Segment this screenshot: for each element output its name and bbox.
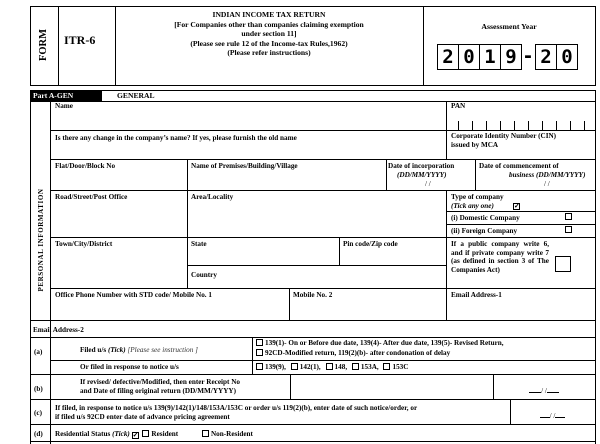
pan-label: PAN — [451, 102, 466, 110]
personal-information-label: PERSONAL INFORMATION — [37, 188, 45, 292]
header-border-right — [595, 6, 596, 86]
cin-column-border — [446, 130, 447, 159]
form-subtitle-2: under section 11] — [241, 29, 297, 38]
type-label: Type of company — [451, 193, 504, 201]
row-4-bottom — [50, 237, 595, 238]
resident-checkbox[interactable] — [142, 430, 149, 437]
foreign-company-label: (ii) Foreign Company — [451, 227, 518, 235]
filing-a-text: Filed u/s — [80, 346, 107, 354]
filing-b-text-1: If revised/ defective/Modified, then enter Receipt No — [80, 378, 241, 386]
cin-label-2: issued by MCA — [451, 141, 499, 149]
filing-a-options-border — [252, 337, 253, 360]
row-6-bottom — [30, 320, 595, 321]
filing-a-options-row2 — [256, 349, 450, 358]
doi-label: Date of incorporation — [388, 162, 455, 170]
country-row-top — [187, 265, 446, 266]
residential-tick-hint: (Tick) — [112, 430, 130, 438]
pin-label: Pin code/Zip code — [343, 240, 398, 248]
part-border-top — [30, 90, 595, 91]
filing-a-tick: (Tick) — [107, 346, 126, 354]
filing-c-label: (c) — [34, 409, 42, 417]
doi-column-border — [386, 159, 387, 190]
resident-label: Resident — [151, 430, 179, 438]
filing-d-row — [55, 430, 253, 439]
year-dash: - — [522, 45, 534, 67]
filing-a-label: (a) — [34, 348, 43, 356]
filing-a-hint: [Please see instruction ] — [127, 346, 198, 354]
filing-b-date-input[interactable] — [493, 387, 595, 396]
phone-label: Office Phone Number with STD code/ Mobile No. 1 — [55, 291, 212, 299]
foreign-company-checkbox[interactable] — [565, 226, 572, 233]
flat-label: Flat/Door/Block No — [55, 162, 116, 170]
row-3-bottom — [50, 190, 595, 191]
filing-a-text-wrap — [80, 346, 198, 355]
notice-142-1-checkbox[interactable] — [291, 363, 298, 370]
type-tick-hint: (Tick any one) — [451, 202, 494, 210]
area-label: Area/Locality — [191, 193, 234, 201]
row-1-bottom — [50, 130, 595, 131]
filing-d-label: (d) — [34, 430, 43, 438]
pan-input[interactable] — [446, 113, 595, 130]
header-divider-3 — [423, 6, 424, 86]
filing-c-text-2: if filed u/s 92CD enter date of advance pricing agreement — [55, 413, 230, 421]
notice-139-9-label: 139(9), — [265, 363, 286, 371]
state-label: State — [191, 240, 207, 248]
cin-label-1: Corporate Identity Number (CIN) — [451, 132, 557, 140]
email1-column-border — [446, 288, 447, 320]
notice-153c-checkbox[interactable] — [383, 363, 390, 370]
mobile2-label: Mobile No. 2 — [293, 291, 333, 299]
filing-b-date-text: / / — [541, 387, 547, 395]
part-title: GENERAL — [117, 91, 155, 100]
non-resident-label: Non-Resident — [210, 430, 253, 438]
doc-column-border — [475, 159, 476, 190]
row-7-bottom — [30, 337, 595, 338]
year-digit: 0 — [458, 44, 480, 70]
form-label: FORM — [38, 28, 49, 62]
row-2-bottom — [50, 159, 595, 160]
part-label: Part A-GEN — [33, 91, 74, 100]
doi-format: (DD/MM/YYYY) — [397, 171, 447, 179]
filing-b-text-2: and Date of filing original return (DD/MM/YYYY) — [80, 387, 236, 395]
form-name: ITR-6 — [64, 33, 96, 47]
doi-input[interactable]: / / — [425, 180, 431, 188]
notice-148-label: 148, — [334, 363, 348, 371]
filing-c-date-input[interactable] — [510, 412, 595, 421]
residential-tick-checkbox — [132, 432, 139, 439]
doc-label: Date of commencement of — [479, 162, 559, 170]
filing-c-text-1: If filed, in response to notice u/s 139(9)/142(1)/148/153A/153C or order u/s 119(2)(b), enter date of such notice/order, or — [55, 404, 418, 412]
pin-column-border — [339, 237, 340, 265]
row-5-bottom — [50, 288, 595, 289]
change-name-label: Is there any change in the company’s name? If yes, please furnish the old name — [55, 134, 297, 142]
notice-options — [256, 363, 408, 372]
header-divider-1 — [58, 6, 59, 86]
premises-column-border — [187, 159, 188, 190]
form-title: INDIAN INCOME TAX RETURN — [212, 10, 326, 19]
filing-a-options-row1-text: 139(1)- On or Before due date, 139(4)- After due date, 139(5)- Revised Return, — [265, 339, 504, 347]
type-column-border — [446, 190, 447, 237]
premises-label: Name of Premises/Building/Village — [191, 162, 298, 170]
doc-format: business (DD/MM/YYYY) — [509, 171, 586, 179]
type-tick-checkbox — [513, 203, 520, 210]
area-column-border — [187, 190, 188, 237]
road-label: Road/Street/Post Office — [55, 193, 128, 201]
mobile2-column-border — [289, 288, 290, 320]
year-digit: 0 — [556, 44, 578, 70]
notice-153a-label: 153A, — [360, 363, 379, 371]
company-type-code-box[interactable] — [555, 256, 571, 272]
filing-a-options-row1 — [256, 339, 504, 348]
side-column-border — [50, 101, 51, 338]
domestic-company-checkbox[interactable] — [565, 213, 572, 220]
year-digit: 2 — [535, 44, 557, 70]
header-border-bottom — [30, 85, 595, 86]
form-subtitle-4: (Please refer instructions) — [227, 48, 311, 57]
town-label: Town/City/District — [55, 240, 113, 248]
part-border-bottom — [30, 101, 595, 102]
notice-153a-checkbox[interactable] — [352, 363, 359, 370]
public-column-border — [446, 237, 447, 288]
table-border-left — [30, 90, 31, 444]
public-company-note: If a public company write 6, and if private company write 7 (as defined in section 3 of The Companies Act) — [451, 240, 549, 274]
assessment-year-label: Assessment Year — [481, 22, 537, 31]
year-digit: 2 — [437, 44, 459, 70]
state-column-border — [187, 237, 188, 288]
notice-153c-label: 153C — [392, 363, 409, 371]
option-92cd-checkbox[interactable] — [256, 349, 263, 356]
table-border-right — [595, 90, 596, 444]
doc-input[interactable]: / / — [544, 180, 550, 188]
filing-a-options-row2-text: 92CD-Modified return, 119(2)(b)- after condonation of delay — [265, 349, 451, 357]
filing-b-label: (b) — [34, 385, 43, 393]
notice-142-1-label: 142(1), — [299, 363, 321, 371]
form-subtitle-1: [For Companies other than companies claiming exemption — [174, 19, 364, 29]
non-resident-checkbox[interactable] — [202, 430, 209, 437]
year-digit: 1 — [479, 44, 501, 70]
notice-148-checkbox[interactable] — [326, 363, 333, 370]
email2-label: Email Address-2 — [33, 326, 84, 334]
filing-c-date-text: / / — [549, 412, 556, 420]
form-subtitle-3: (Please see rule 12 of the Income-tax Rules,1962) — [190, 38, 348, 48]
notice-139-9-checkbox[interactable] — [256, 363, 263, 370]
domestic-company-label: (i) Domestic Company — [451, 214, 520, 222]
header-border-left — [30, 6, 31, 86]
email1-label: Email Address-1 — [451, 291, 502, 299]
or-filed-label: Or filed in response to notice u/s — [80, 363, 179, 371]
option-139-1-checkbox[interactable] — [256, 339, 263, 346]
name-label: Name — [55, 102, 73, 110]
filing-label-column-border — [50, 337, 51, 444]
country-label: Country — [191, 271, 217, 279]
residential-status-label: Residential Status — [55, 430, 111, 438]
year-digit: 9 — [500, 44, 522, 70]
